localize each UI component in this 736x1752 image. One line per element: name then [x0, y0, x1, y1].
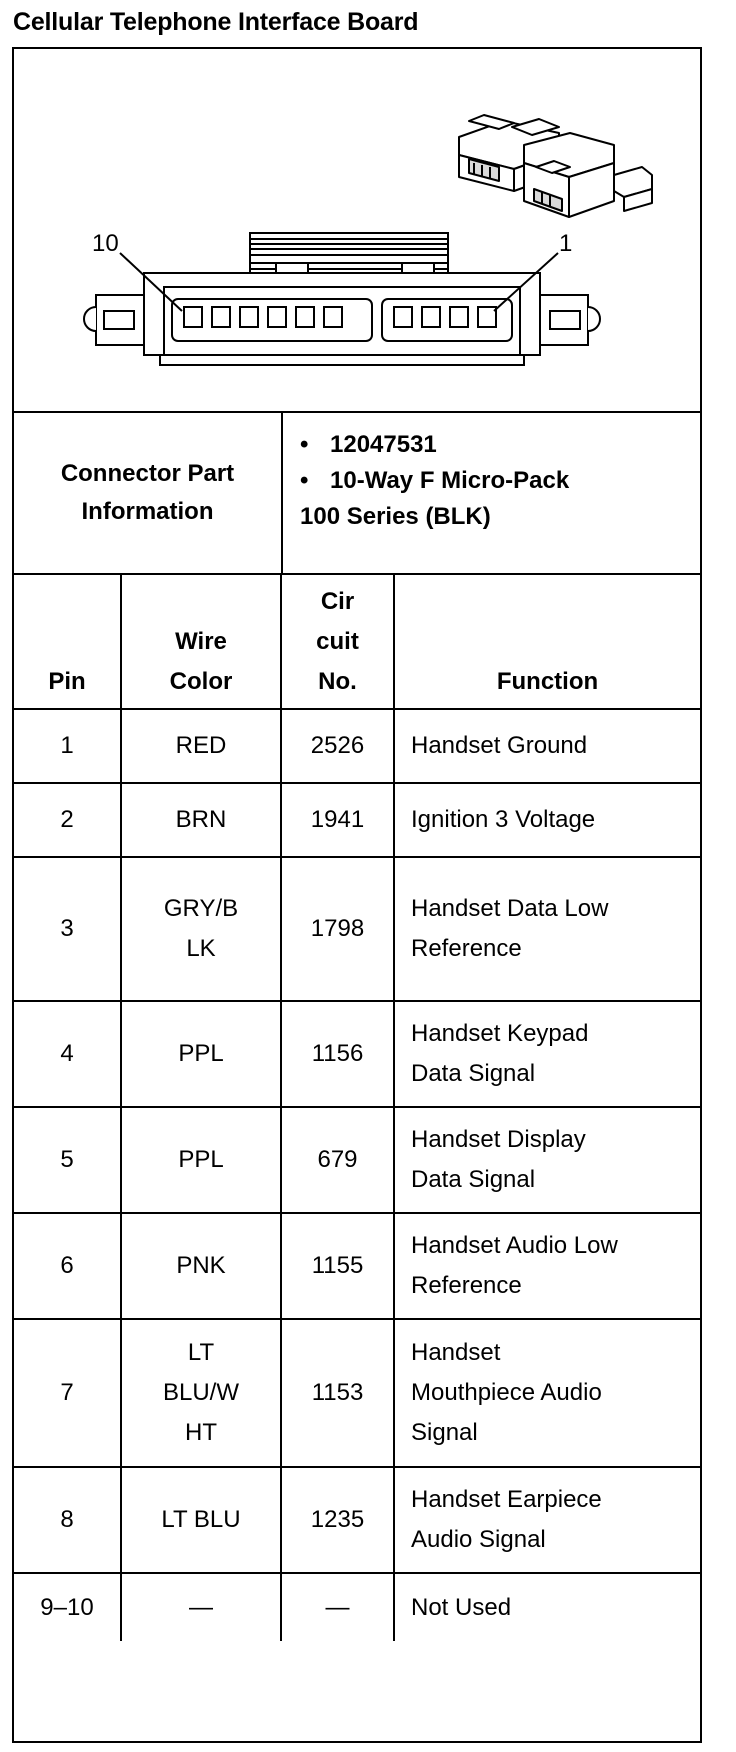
connector-info-values — [283, 413, 700, 573]
pin-cell: 6 — [14, 1213, 121, 1319]
wire-color-cell: GRY/B LK — [121, 857, 281, 1001]
wire-color-cell: BRN — [121, 783, 281, 857]
connector-3d-view — [459, 115, 652, 217]
connector-info-label-line1: Connector Part — [60, 460, 235, 487]
function-cell: Handset Mouthpiece Audio Signal — [394, 1319, 700, 1467]
wire-color-cell: LT BLU/W HT — [121, 1319, 281, 1467]
wire-color-cell: PPL — [121, 1107, 281, 1213]
circuit-cell: 1941 — [281, 783, 394, 857]
table-row — [14, 1573, 700, 1641]
table-row — [14, 857, 700, 1001]
pin-cell: 1 — [14, 709, 121, 783]
pinout-table — [14, 575, 700, 1641]
circuit-cell: 1235 — [281, 1467, 394, 1573]
function-cell: Handset Keypad Data Signal — [394, 1001, 700, 1107]
wire-color-cell: RED — [121, 709, 281, 783]
circuit-cell: 1156 — [281, 1001, 394, 1107]
function-cell: Handset Ground — [394, 709, 700, 783]
table-row — [14, 1001, 700, 1107]
function-cell: Handset Display Data Signal — [394, 1107, 700, 1213]
circuit-cell: 1798 — [281, 857, 394, 1001]
pinout-rows — [14, 709, 700, 1641]
connector-diagram — [14, 49, 700, 413]
bullet: • — [300, 467, 309, 494]
pin-cell: 4 — [14, 1001, 121, 1107]
connector-drawing — [14, 49, 700, 411]
wire-color-cell: PPL — [121, 1001, 281, 1107]
table-row — [14, 783, 700, 857]
pin-cell: 7 — [14, 1319, 121, 1467]
table-row — [14, 1319, 700, 1467]
circuit-cell: 1153 — [281, 1319, 394, 1467]
connector-info-label — [14, 413, 283, 573]
wire-color-cell: — — [121, 1573, 281, 1641]
page-title: Cellular Telephone Interface Board — [13, 8, 419, 36]
circuit-cell: 1155 — [281, 1213, 394, 1319]
circuit-cell: — — [281, 1573, 394, 1641]
connector-description: 10-Way F Micro-Pack — [330, 467, 570, 494]
circuit-cell: 679 — [281, 1107, 394, 1213]
header-circuit-no: Cir cuit No. — [281, 575, 394, 709]
bullet: • — [300, 431, 309, 458]
table-row — [14, 1107, 700, 1213]
part-number-line — [300, 431, 437, 459]
header-wire-color: Wire Color — [121, 575, 281, 709]
connector-info-label-line2: Information — [81, 498, 214, 525]
table-row — [14, 1467, 700, 1573]
connector-front-view — [84, 233, 600, 365]
series-line: 100 Series (BLK) — [300, 503, 491, 530]
table-row — [14, 709, 700, 783]
function-cell: Handset Earpiece Audio Signal — [394, 1467, 700, 1573]
wire-color-cell: PNK — [121, 1213, 281, 1319]
part-number: 12047531 — [330, 431, 437, 458]
connector-part-info — [14, 413, 700, 575]
function-cell: Handset Data Low Reference — [394, 857, 700, 1001]
function-cell: Ignition 3 Voltage — [394, 783, 700, 857]
pin-cell: 2 — [14, 783, 121, 857]
pin-1-label: 1 — [559, 230, 573, 257]
connector-sheet — [12, 47, 702, 1743]
function-cell: Handset Audio Low Reference — [394, 1213, 700, 1319]
table-row — [14, 1213, 700, 1319]
pin-cell: 3 — [14, 857, 121, 1001]
pin-cell: 5 — [14, 1107, 121, 1213]
header-pin: Pin — [14, 575, 121, 709]
pin-10-label: 10 — [92, 230, 119, 257]
pin-cell: 8 — [14, 1467, 121, 1573]
header-function: Function — [394, 575, 700, 709]
circuit-cell: 2526 — [281, 709, 394, 783]
description-line — [300, 467, 569, 495]
pin-cell: 9–10 — [14, 1573, 121, 1641]
function-cell: Not Used — [394, 1573, 700, 1641]
wire-color-cell: LT BLU — [121, 1467, 281, 1573]
